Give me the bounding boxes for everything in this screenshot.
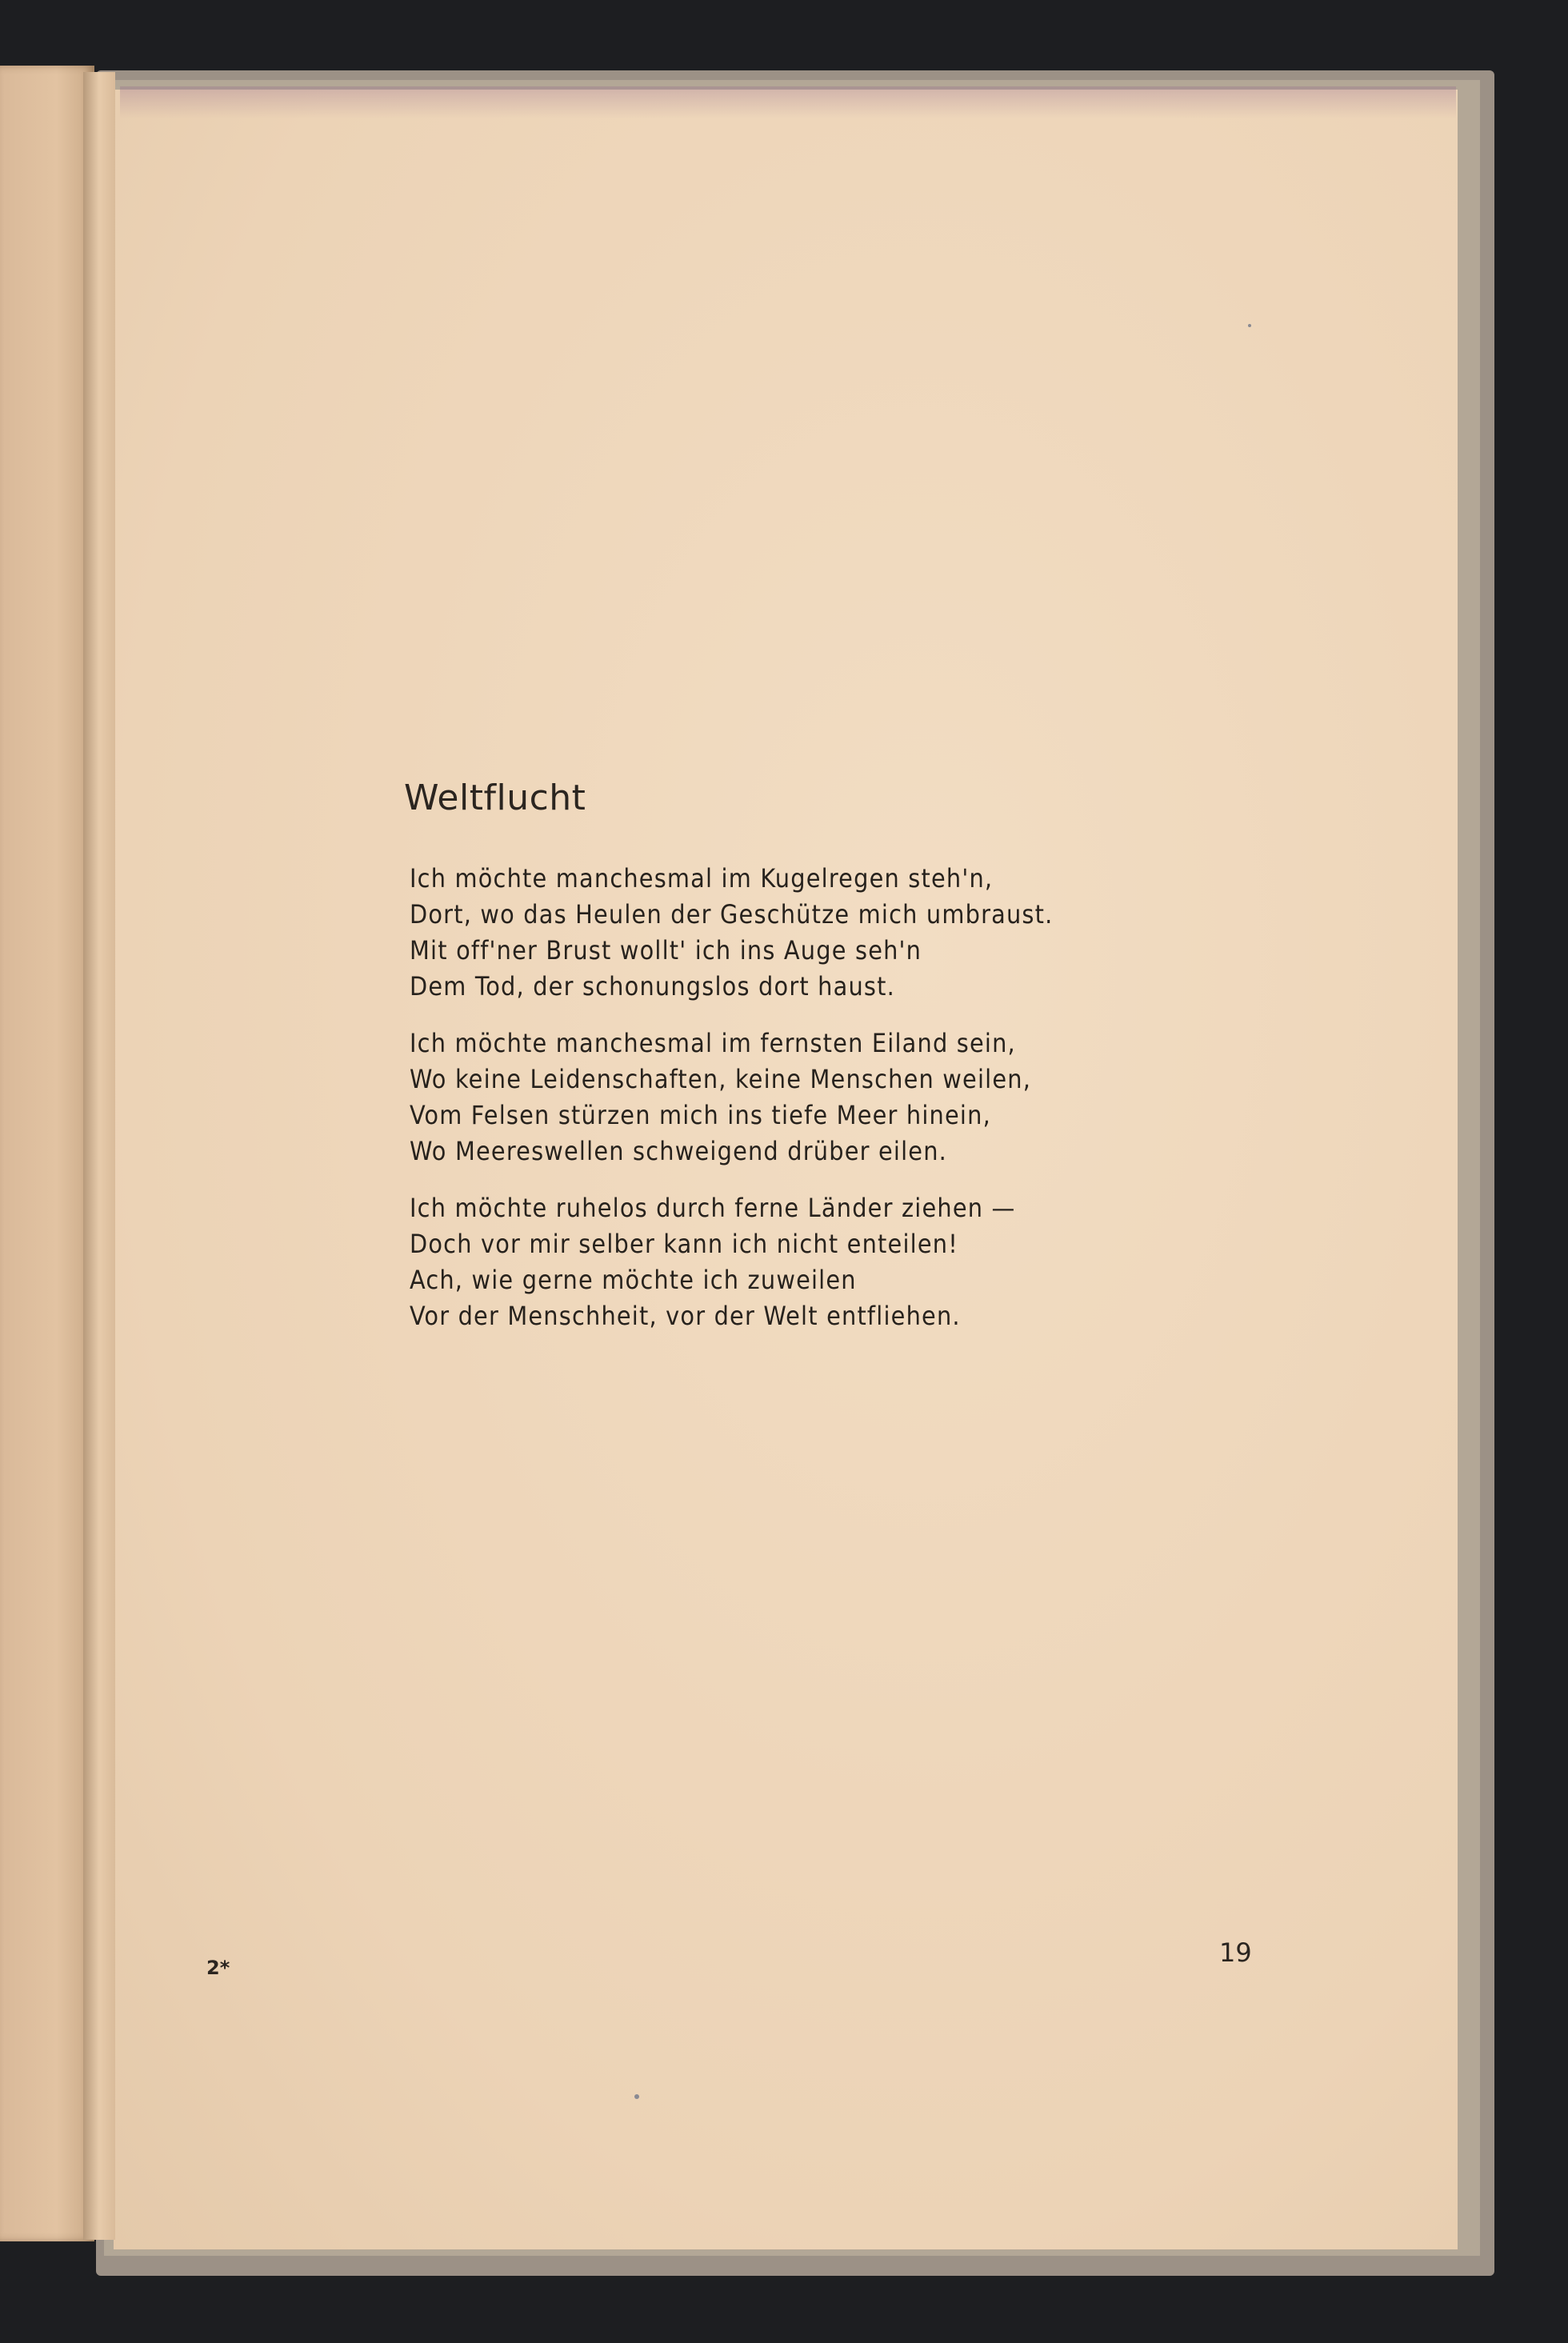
book-gutter [83,72,115,2240]
poem-line: Wo Meereswellen schweigend drüber eilen. [410,1136,948,1166]
poem-line: Doch vor mir selber kann ich nicht enteilen! [410,1229,958,1259]
poem-line: Ich möchte ruhelos durch ferne Länder ziehen — [410,1193,1016,1223]
book-page [114,90,1458,2249]
speck [1248,324,1251,327]
facing-page-edge [0,66,94,2241]
poem-line: Vom Felsen stürzen mich ins tiefe Meer hinein, [410,1100,991,1130]
poem-line: Ach, wie gerne möchte ich zuweilen [410,1265,857,1295]
stanza-2 [410,1026,1031,1170]
signature-mark: 2* [206,1957,230,1979]
poem-line: Dort, wo das Heulen der Geschütze mich umbraust. [410,899,1054,930]
poem-line: Mit off'ner Brust wollt' ich ins Auge seh'n [410,935,922,966]
poem-line: Wo keine Leidenschaften, keine Menschen weilen, [410,1064,1032,1094]
poem-line: Dem Tod, der schonungslos dort haust. [410,971,895,1002]
stanza-1 [410,861,1053,1005]
speck [634,2094,639,2099]
stanza-3 [410,1190,1016,1334]
poem-title: Weltflucht [404,778,586,818]
page-number: 19 [1219,1937,1252,1968]
page-top-stain [120,86,1456,118]
poem-line: Vor der Menschheit, vor der Welt entfliehen. [410,1301,961,1331]
poem-line: Ich möchte manchesmal im fernsten Eiland sein, [410,1028,1016,1058]
poem-line: Ich möchte manchesmal im Kugelregen steh'n, [410,863,994,894]
